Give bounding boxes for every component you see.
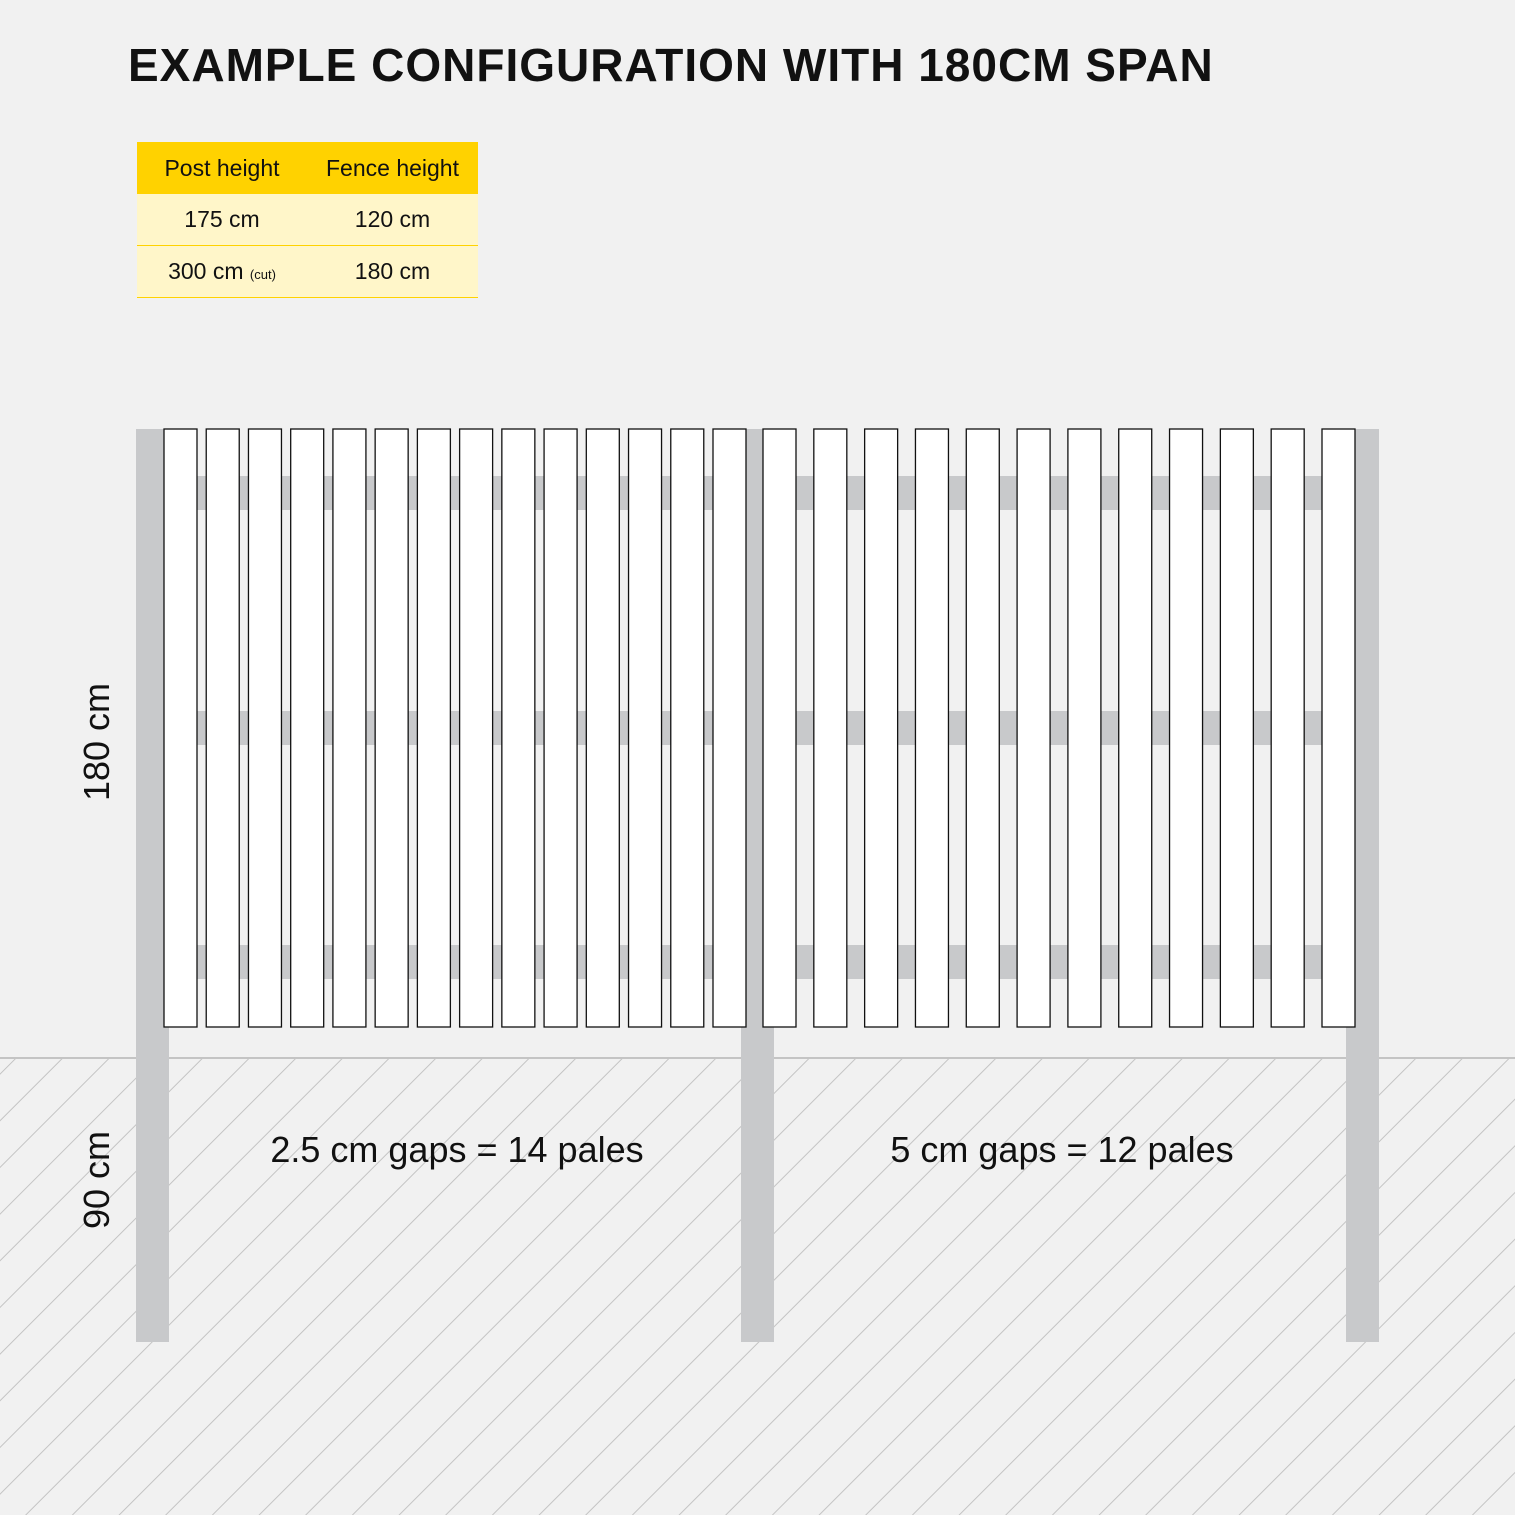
pale-right-2 [814,429,847,1027]
fence-height-cell: 180 cm [307,246,478,298]
pale-right-9 [1170,429,1203,1027]
below-ground-dimension: 90 cm [76,1130,117,1230]
above-ground-dimension: 180 cm [76,682,117,802]
pale-right-5 [966,429,999,1027]
pale-left-9 [502,429,535,1027]
left-section-label: 2.5 cm gaps = 14 pales [270,1129,644,1170]
pale-right-8 [1119,429,1152,1027]
pale-left-11 [586,429,619,1027]
right-section-label: 5 cm gaps = 12 pales [890,1129,1234,1170]
post-height-header: Post height [137,142,307,194]
pale-right-11 [1271,429,1304,1027]
post-height-cell: 300 cm (cut) [137,246,307,298]
diagram-title: EXAMPLE CONFIGURATION WITH 180CM SPAN [128,39,1214,91]
pale-left-2 [206,429,239,1027]
pale-left-8 [460,429,493,1027]
pale-right-10 [1220,429,1253,1027]
pale-left-5 [333,429,366,1027]
pale-left-12 [629,429,662,1027]
pale-right-1 [763,429,796,1027]
pale-right-12 [1322,429,1355,1027]
fence-height-header: Fence height [307,142,478,194]
pale-right-3 [865,429,898,1027]
pale-right-4 [915,429,948,1027]
pale-left-6 [375,429,408,1027]
pale-left-13 [671,429,704,1027]
pale-left-4 [291,429,324,1027]
pale-left-10 [544,429,577,1027]
pale-left-7 [417,429,450,1027]
pale-right-7 [1068,429,1101,1027]
pale-right-6 [1017,429,1050,1027]
cut-note: (cut) [249,267,276,282]
pale-left-3 [248,429,281,1027]
fence-height-cell: 120 cm [307,194,478,246]
pale-left-14 [713,429,746,1027]
pale-left-1 [164,429,197,1027]
post-height-cell: 175 cm [137,194,307,246]
